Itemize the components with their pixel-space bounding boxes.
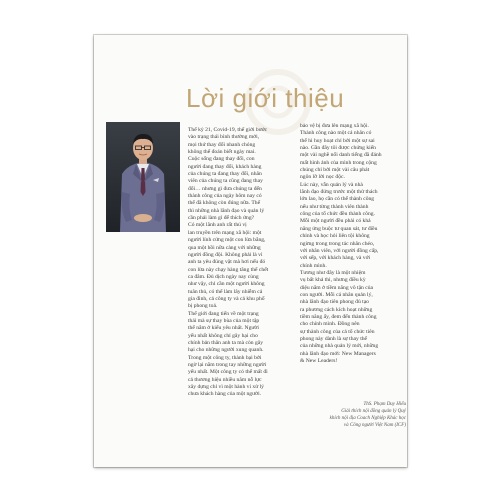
body-text-line: không thể đoán biết ngày mai. [188,149,256,156]
body-text-line: gia đình, cả công ty và cả khu phố [188,295,265,302]
author-photo [106,122,180,232]
body-text-line: thái mà sự thay bùa của một tập [188,317,260,324]
body-text-line: Trong một công ty, thành bại bởi [188,354,262,361]
body-text-line: thể nằm ở kiểu yêu nhất. Người [188,325,259,332]
body-text-line: ngôn lỡ lời nọc độc. [300,174,345,181]
body-text-line: tiềm năng ấy, đem đến thành công [300,313,377,320]
body-text-line: & New Leaders! [300,358,338,364]
body-text-line: vụ bất khả thi, nhưng điều kỳ [300,277,366,284]
body-text-line: lãnh đạo đứng trước một thử thách [300,189,378,196]
body-text-line: với sếp, với khách hàng, và với [300,255,371,262]
body-text-line: Lúc này, vẫn quản lý và nhà [300,181,363,188]
body-text-line: một vài nghề nổi danh tiếng đã đánh [300,152,382,159]
article-right-column [300,123,406,365]
body-text-line: thể đã không còn đúng nữa. Thế [188,200,261,207]
body-text-line: người đang thay đổi, khách hàng [188,163,262,170]
body-text-line: Tương như đây là một nhiệm [300,269,366,276]
body-text-line: Có một lãnh anh rất thú vị [188,222,247,229]
body-text-line: chưa khách hàng của một người. [188,391,262,398]
right-column-text [300,123,406,365]
author-signature [300,401,406,429]
body-text-line: phong này dành là sự thay thế [300,335,368,342]
body-text-line: công của tổ chức đều thành công. [300,211,375,218]
body-text-line: xây dựng chỉ vì một hành vi xử lý [188,384,264,391]
body-text-line: hại cho những người xung quanh. [188,347,264,354]
body-text-line: bảo vệ bị đưa lên mạng xã hội. [300,123,369,129]
body-text-line: ca đâm. Đủ dịch ngày nay cùng [188,273,259,280]
signature-line: Giải thích nội đồng quản lý Quý [341,409,406,414]
body-text-line: thể hi huy hoạt chỉ bởi một sự sai [300,137,375,144]
body-text-line: nhà lãnh đạo tiên phong đủ tạo [300,299,369,306]
body-text-line: ngừng trong trong tác nhân chéo, [300,240,375,247]
book-page [94,35,407,467]
article-left-column [188,127,294,399]
body-text-line: cần phải làm gì để thích ứng? [188,215,255,222]
body-text-line: anh ta yêu đúng vật mà hơi nếu đó [188,259,266,266]
body-text-line: vào trạng thái bình thường mới, [188,134,260,141]
body-text-line: người lính cứng một con lừa bằng, [188,237,266,244]
body-text-line: diệu nằm ở tiềm năng vô tận của [300,284,374,291]
body-text-line: Thành công nào một cá nhân có [300,130,372,137]
body-text-line: ra phương cách kích hoạt những [300,306,373,313]
body-text-line: đổi… nhưng gì đưa chúng ta đến [188,185,262,192]
body-text-line: thành công của ngày hôm nay có [188,193,262,200]
body-text-line: yếu nhất không chỉ gây hại cho [188,332,258,339]
body-text-line: sự thành công của cả tổ chức tiên [300,328,375,335]
body-text-line: với nhân viên, với người đồng cấp, [300,247,379,254]
page-title: Lời giới thiệu [186,83,345,113]
body-text-line: con lừa này chạy hàng tăng thể chết [188,266,269,273]
left-column-text [188,127,294,399]
body-text-line: bị phong toả. [188,303,218,310]
body-text-line: yếu nhất. Một công ty có thể mất đi [188,369,268,376]
body-text-line: của chúng ta đang thay đổi, nhân [188,171,262,178]
body-text-line: nào. Gần đây tôi được chứng kiến [300,145,376,152]
signature-line: ThS. Phạm Duy Hiếu [363,402,406,407]
body-text-line: ngờ lại nằm trong tay những người [188,362,267,368]
body-text-line: Mỗi một người đều phải có khả [300,218,371,225]
body-text-line: thì những nhà lãnh đạo và quản lý [188,207,265,214]
body-text-line: Cuộc sống đang thay đổi, con [188,156,255,163]
body-text-line: chính bản thân anh ta mà còn gây [188,339,264,346]
body-text-line: qua một hồi nữa càng với những [188,244,261,251]
body-text-line: con người. Mỗi cá nhân quản lý, [300,291,373,298]
body-text-line: Thế giới đang tiến về một trạng [188,310,259,317]
body-text-line: Thế kỷ 21, Covid-19, thế giới bước [188,127,268,133]
signature-line: và Công người Việt Nam (ICF) [343,423,406,428]
body-text-line: nếu như từng thành viên thành [300,203,369,210]
signature-line: khích nội địa Coach Nghiệp Khác học [329,416,406,421]
body-text-line: mất hình ảnh của mình trong cộng [300,159,377,166]
body-text-line: tuân thủ, có thể làm lây nhiễm cả [188,288,263,295]
body-text-line: mọi thứ thay đổi nhanh chóng [188,141,256,148]
body-text-line: chính mình. [300,262,327,269]
body-text-line: lan truyền trên mạng xã hội: một [188,229,262,236]
body-text-line: cả thương hiệu nhiều năm nỗ lực [188,376,262,383]
body-text-line: như vậy, chỉ cần một người không [188,281,265,288]
body-text-line: năng ứng buộc tư quan sát, tư điều [300,225,378,232]
body-text-line: lớn lao, họ cần có thể thành công [300,196,375,203]
body-text-line: cho chính mình. Đồng nên [300,321,360,328]
author-portrait-image [106,122,180,232]
body-text-line: viên của chúng ta cũng đang thay [188,178,263,185]
body-text-line: chúng chỉ bởi một vài câu phát [300,167,370,174]
body-text-line: của những nhà quản lý mới, những [300,343,379,350]
body-text-line: chỉnh và học hỏi liên tội không [300,233,370,240]
body-text-line: người đồng đội. Không phải là vì [188,251,263,258]
body-text-line: nhà lãnh đạo mới: New Managers [300,350,376,357]
